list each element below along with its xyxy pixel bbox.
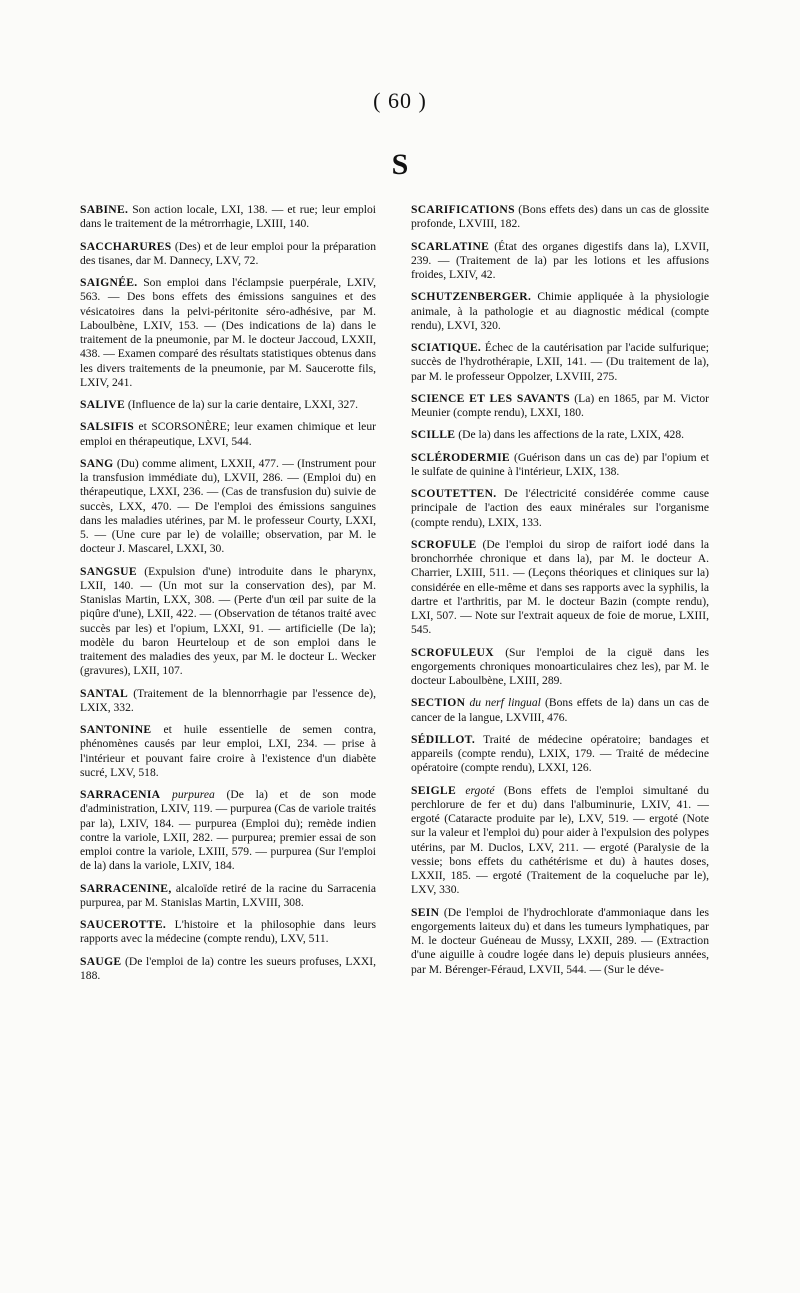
entry-headword: SCIENCE ET LES SAVANTS <box>411 391 571 405</box>
index-entry <box>411 733 709 776</box>
index-entry <box>80 918 376 947</box>
entry-subhead: du nerf lingual <box>465 696 541 710</box>
index-entry <box>80 882 376 911</box>
entry-text: (De l'emploi de l'hydrochlorate d'ammoniaque dans les engorgements laiteux du) et dans les tumeurs lymphatiques, par M. le docteur Guéneau de Mussy, LXXII, 289. — (Extraction d'une aiguille à coudre logée dans le) depuis plusieurs années, par M. Bérenger-Féraud, LXVII, 544. — (Sur le déve- <box>411 905 709 976</box>
entry-text: De l'électricité considérée comme cause principale de l'action des eaux minérales sur l'organisme (compte rendu), LXIX, 133. <box>411 487 709 529</box>
entry-text: (Influence de la) sur la carie dentaire, LXXI, 327. <box>124 398 359 411</box>
entry-text: Échec de la cautérisation par l'acide sulfurique; succès de l'hydrothérapie, LXII, 141. — (Du traitement de la), par M. le professeur Oppolzer, LXVIII, 275. <box>411 341 709 383</box>
entry-text: (De l'emploi du sirop de raifort iodé dans la bronchorrhée chronique et dans la), par M. le docteur A. Charrier, LXIII, 511. — (Leçons théoriques et cliniques sur la) considérée en elle-même et dans ses rapports avec la syphilis, la dartre et l'arthritis, par M. le docteur Bazin (compte rendu), LXI, 507. — Note sur l'extrait aqueux de foie de morue, LXIII, 545. <box>411 537 709 637</box>
entry-headword: SÉDILLOT. <box>411 732 476 746</box>
left-column <box>80 203 376 991</box>
entry-headword: SEIGLE <box>411 783 456 797</box>
index-entry <box>411 451 709 480</box>
entry-text: et SCORSONÈRE; leur examen chimique et leur emploi en thérapeutique, LXVI, 544. <box>80 420 376 448</box>
index-entry <box>411 341 709 384</box>
index-entry <box>411 784 709 898</box>
page-number: ( 60 ) <box>373 88 427 113</box>
entry-headword: SANTAL <box>80 686 128 700</box>
entry-headword: SAUGE <box>80 954 122 968</box>
entry-headword: SAUCEROTTE. <box>80 918 167 931</box>
entry-headword: SCIATIQUE. <box>411 341 482 354</box>
index-entry <box>411 487 709 530</box>
entry-text: (Bons effets de l'emploi simultané du perchlorure de fer et du) dans l'albuminurie, LXIV, 41. — ergoté (Cataracte produite par le), LXV, 519. — ergoté (Note sur la valeur et l'emploi du) pour aider à l'expulsion des polypes utérins, par M. Duclos, LXV, 211. — ergoté (Paralysie de la vessie; bons effets du cathétérisme et du) à hautes doses, LXXII, 185. — ergoté (Traitement de la coqueluche par le), LXV, 330. <box>411 783 709 897</box>
index-entry <box>80 203 376 232</box>
entry-headword: SCROFULE <box>411 537 477 551</box>
entry-subhead: purpurea <box>160 788 215 801</box>
index-entry <box>411 428 709 442</box>
entry-text: L'histoire et la philosophie dans leurs rapports avec la médecine (compte rendu), LXV, 511. <box>80 918 376 946</box>
entry-text: (Bons effets de la) dans un cas de cancer de la langue, LXVIII, 476. <box>411 696 709 724</box>
entry-text: (Bons effets des) dans un cas de glossite profonde, LXVIII, 182. <box>411 203 709 231</box>
entry-headword: SCROFULEUX <box>411 645 494 659</box>
entry-headword: SCOUTETTEN. <box>411 487 497 500</box>
index-entry <box>80 398 376 412</box>
entry-text: (Guérison dans un cas de) par l'opium et le sulfate de quinine à l'intérieur, LXIX, 138. <box>411 450 709 478</box>
entry-headword: SCLÉRODERMIE <box>411 450 510 464</box>
entry-text: (Traitement de la blennorrhagie par l'essence de), LXIX, 332. <box>80 686 376 714</box>
entry-text: Son emploi dans l'éclampsie puerpérale, LXIV, 563. — Des bons effets des émissions sanguines et des vésicatoires dans la pelvi-péritonite séro-adhésive, par M. Laboulbène, LXIV, 153. — (Des indications de la) dans le traitement de la pneumonie, par M. le docteur Jaccoud, LXXII, 438. — Examen comparé des résultats statistiques obtenus dans les divers traitements de la pneumonie, par M. Saucerotte fils, LXIV, 241. <box>80 276 376 389</box>
index-entry <box>411 646 709 689</box>
index-entry <box>411 906 709 977</box>
entry-headword: SCARLATINE <box>411 239 490 253</box>
entry-headword: SALIVE <box>80 398 125 411</box>
entry-headword: SCARIFICATIONS <box>411 203 515 216</box>
index-entry <box>80 240 376 269</box>
entry-headword: SACCHARURES <box>80 239 172 253</box>
index-entry <box>80 420 376 449</box>
index-entry <box>411 696 709 725</box>
entry-headword: SEIN <box>411 905 440 919</box>
index-entry <box>411 290 709 333</box>
index-entry <box>80 687 376 716</box>
entry-headword: SANGSUE <box>80 564 137 578</box>
index-entry <box>80 955 376 984</box>
index-entry <box>80 276 376 390</box>
index-entry <box>80 723 376 780</box>
index-entry <box>411 203 709 232</box>
entry-headword: SCHUTZENBERGER. <box>411 290 532 304</box>
index-entry <box>411 538 709 638</box>
entry-text: et huile essentielle de semen contra, phénomènes causés par leur emploi, LXI, 234. — prise à l'intérieur et pouvant faire croire à l'existence d'un diabète sucré, LXV, 518. <box>80 723 376 779</box>
entry-text: (État des organes digestifs dans la), LXVII, 239. — (Traitement de la) par les lotions et les affusions froides, LXIV, 42. <box>411 239 709 281</box>
entry-headword: SCILLE <box>411 428 456 442</box>
index-entry <box>411 392 709 421</box>
entry-text: (Sur l'emploi de la ciguë dans les engorgements chroniques monoarticulaires chez les), par M. le docteur Laboulbène, LXIII, 289. <box>411 645 709 687</box>
index-entry <box>411 240 709 283</box>
entry-headword: SARRACENIA <box>80 788 161 801</box>
section-letter: S <box>391 148 409 181</box>
entry-text: Traité de médecine opératoire; bandages et appareils (compte rendu), LXIX, 179. — Traité de médecine opératoire (compte rendu), LXXI, 126. <box>411 732 709 775</box>
entry-text: Chimie appliquée à la physiologie animale, à la pathologie et au diagnostic médical (compte rendu), LXVI, 320. <box>411 290 709 332</box>
entry-text: (La) en 1865, par M. Victor Meunier (compte rendu), LXXI, 180. <box>411 391 709 419</box>
entry-subhead: ergoté <box>455 783 495 797</box>
entry-headword: SABINE. <box>80 203 129 216</box>
entry-headword: SARRACENINE, <box>80 881 172 895</box>
entry-headword: SANG <box>80 456 114 470</box>
entry-text: (Expulsion d'une) introduite dans le pharynx, LXII, 140. — (Un mot sur la conservation des), par M. Stanislas Martin, LXX, 308. — (Perte d'un œil par suite de la piqûre d'une), LXII, 422. — (Observation de tétanos traité avec succès par les) et l'opium, LXXI, 91. — artificielle (De la); modèle du baron Heurteloup et de son emploi dans le traitement des maladies des yeux, par M. le docteur L. Wecker (gravures), LXII, 107. <box>80 564 376 678</box>
entry-headword: SANTONINE <box>80 723 152 736</box>
entry-text: (Du) comme aliment, LXXII, 477. — (Instrument pour la transfusion immédiate du), LXVII, 286. — (Emploi du) en thérapeutique, LXXI, 236. — (Cas de transfusion du) suivie de succès, LXX, 470. — De l'emploi des émissions sanguines dans les maladies utérines, par M. le professeur Courty, LXXI, 5. — (Une cure par le) de volaille; observation, par M. le docteur J. Mascarel, LXXI, 30. <box>80 456 376 556</box>
entry-headword: SECTION <box>411 696 466 710</box>
index-entry <box>80 565 376 679</box>
entry-text: alcaloïde retiré de la racine du Sarracenia purpurea, par M. Stanislas Martin, LXVIII, 308. <box>80 881 376 909</box>
entry-text: (De la) et de son mode d'administration, LXIV, 119. — purpurea (Cas de variole traités par la), LXIV, 184. — purpurea (Emploi du); remède indien contre la variole, LXII, 282. — purpurea; premier essai de son emploi contre la variole, LXIII, 579. — purpurea (Sur l'emploi de la) dans la variole, LXIV, 184. <box>80 788 377 873</box>
entry-headword: SAIGNÉE. <box>80 276 138 289</box>
entry-text: Son action locale, LXI, 138. — et rue; leur emploi dans le traitement de la métrorrhagie, LXIII, 140. <box>80 203 376 231</box>
right-column <box>411 203 709 985</box>
entry-headword: SALSIFIS <box>80 420 134 434</box>
entry-text: (De la) dans les affections de la rate, LXIX, 428. <box>455 428 685 442</box>
index-entry <box>80 788 376 874</box>
entry-text: (De l'emploi de la) contre les sueurs profuses, LXXI, 188. <box>80 954 376 982</box>
index-entry <box>80 457 376 557</box>
entry-text: (Des) et de leur emploi pour la préparation des tisanes, dar M. Dannecy, LXV, 72. <box>80 239 376 267</box>
